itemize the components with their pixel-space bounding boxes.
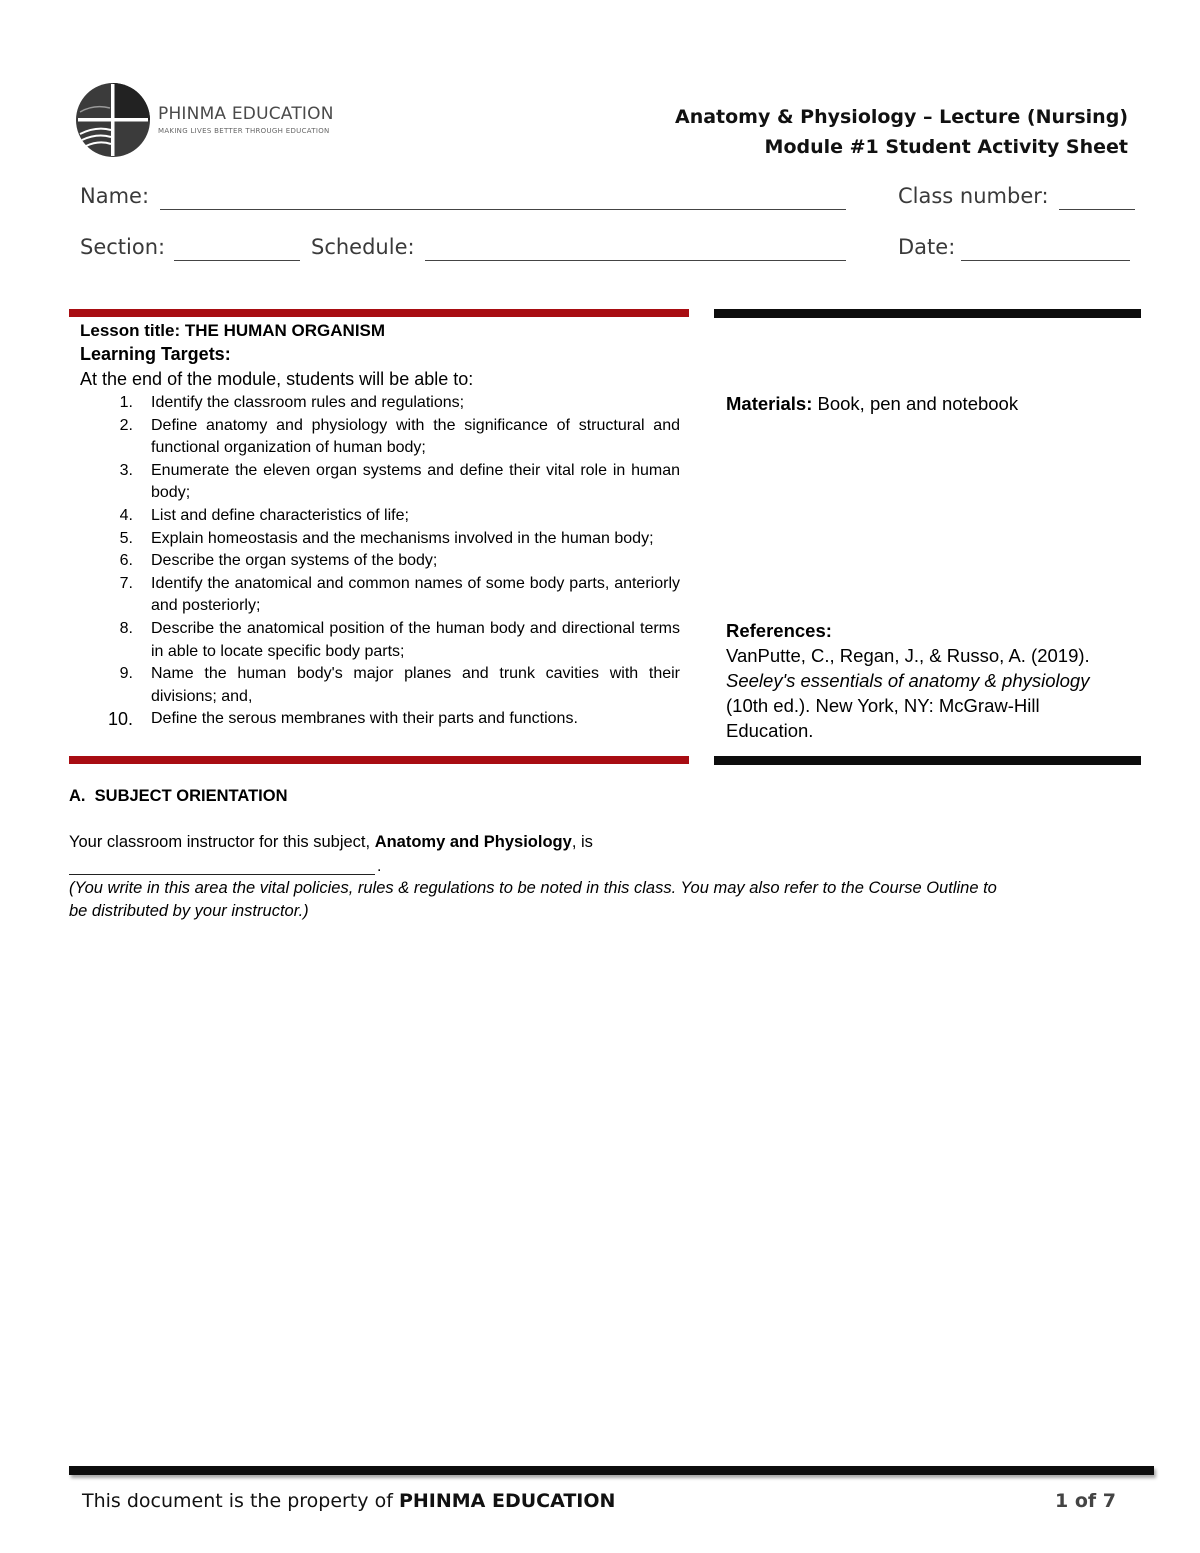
list-item xyxy=(80,618,680,663)
materials-value: Book, pen and notebook xyxy=(812,393,1019,414)
item-text: Enumerate the eleven organ systems and define their vital role in human body; xyxy=(151,461,680,502)
item-text: Identify the anatomical and common names of some body parts, anteriorly and posteriorly; xyxy=(151,574,680,615)
section-a-heading: A. SUBJECT ORIENTATION xyxy=(69,787,288,805)
schedule-label: Schedule: xyxy=(311,235,415,259)
date-label: Date: xyxy=(898,235,956,259)
lesson-bottom-divider xyxy=(69,756,689,764)
item-number: 6. xyxy=(119,552,133,570)
subject-name: Anatomy and Physiology xyxy=(374,833,572,851)
brand-name: PHINMA EDUCATION xyxy=(158,104,334,124)
item-text: Describe the organ systems of the body; xyxy=(151,552,438,570)
instructor-sentence xyxy=(69,833,593,852)
learning-targets-label: Learning Targets: xyxy=(80,344,231,364)
footer-property-owner: PHINMA EDUCATION xyxy=(398,1490,616,1512)
item-text: Explain homeostasis and the mechanisms involved in the human body; xyxy=(151,529,654,547)
reference-authors: VanPutte, C., Regan, J., & Russo, A. (2019). xyxy=(726,645,1090,666)
list-item xyxy=(80,392,680,415)
item-number: 1. xyxy=(119,394,133,411)
instructor-suffix: , is xyxy=(571,833,593,851)
lesson-panel xyxy=(80,320,680,731)
instructions-note: (You write in this area the vital policies, rules & regulations to be noted in this class. You may also refer to the Course Outline to be distributed by your instructor.) xyxy=(69,879,997,920)
item-number: 9. xyxy=(119,665,133,683)
item-number: 10. xyxy=(107,709,133,730)
reference-book-title: Seeley's essentials of anatomy & physiology xyxy=(726,670,1090,691)
footer-property-prefix: This document is the property of xyxy=(82,1490,399,1512)
section-label: Section: xyxy=(80,235,166,259)
materials-block xyxy=(726,393,1018,415)
item-number: 7. xyxy=(119,574,133,592)
schedule-field[interactable] xyxy=(425,260,846,261)
list-item xyxy=(80,460,680,505)
class-number-label: Class number: xyxy=(898,184,1049,208)
materials-label: Materials: xyxy=(726,393,813,414)
lesson-top-divider xyxy=(69,309,689,317)
list-item xyxy=(80,708,680,731)
list-item xyxy=(80,528,680,551)
list-item xyxy=(80,415,680,460)
name-label: Name: xyxy=(80,184,150,208)
item-text: List and define characteristics of life; xyxy=(151,506,409,524)
item-number: 4. xyxy=(119,506,133,524)
references-block xyxy=(726,618,1126,743)
list-item xyxy=(80,663,680,708)
title-line-1: Anatomy & Physiology – Lecture (Nursing) xyxy=(674,106,1128,128)
brand-tagline: MAKING LIVES BETTER THROUGH EDUCATION xyxy=(158,127,330,135)
instructor-name-blank[interactable] xyxy=(69,858,382,875)
page-number: 1 of 7 xyxy=(1055,1490,1116,1512)
list-item xyxy=(80,505,680,528)
item-number: 3. xyxy=(119,461,133,479)
name-field[interactable] xyxy=(160,209,846,210)
item-text: Name the human body's major planes and trunk cavities with their divisions; and, xyxy=(151,665,680,705)
footer-divider xyxy=(69,1466,1154,1475)
list-item xyxy=(80,573,680,618)
materials-top-divider xyxy=(714,309,1141,318)
reference-publication: (10th ed.). New York, NY: McGraw-Hill Education. xyxy=(726,695,1040,741)
materials-bottom-divider xyxy=(714,756,1141,765)
item-text: Define the serous membranes with their parts and functions. xyxy=(151,710,578,728)
brand-block xyxy=(158,104,334,135)
footer-property xyxy=(82,1490,615,1512)
learning-targets-list xyxy=(80,392,680,731)
section-field[interactable] xyxy=(174,260,300,261)
reference-entry xyxy=(726,643,1126,743)
item-text: Define anatomy and physiology with the significance of structural and functional organization of human body; xyxy=(151,416,680,457)
learning-targets-intro: At the end of the module, students will be able to: xyxy=(80,369,474,389)
list-item xyxy=(80,550,680,573)
item-number: 5. xyxy=(119,529,133,547)
item-number: 2. xyxy=(119,416,133,434)
class-number-field[interactable] xyxy=(1059,209,1135,210)
item-text: Describe the anatomical position of the human body and directional terms in able to locate specific body parts; xyxy=(151,619,680,660)
instructor-blank-line xyxy=(69,858,375,875)
blank-end-period: . xyxy=(377,858,382,875)
document-title xyxy=(675,102,1128,162)
date-field[interactable] xyxy=(961,260,1130,261)
instructor-prefix: Your classroom instructor for this subject, xyxy=(69,833,375,851)
item-text: Identify the classroom rules and regulations; xyxy=(151,394,465,411)
references-label: References: xyxy=(726,620,832,641)
title-line-2: Module #1 Student Activity Sheet xyxy=(764,136,1128,158)
lesson-title: Lesson title: THE HUMAN ORGANISM xyxy=(80,321,386,340)
item-number: 8. xyxy=(119,619,133,637)
